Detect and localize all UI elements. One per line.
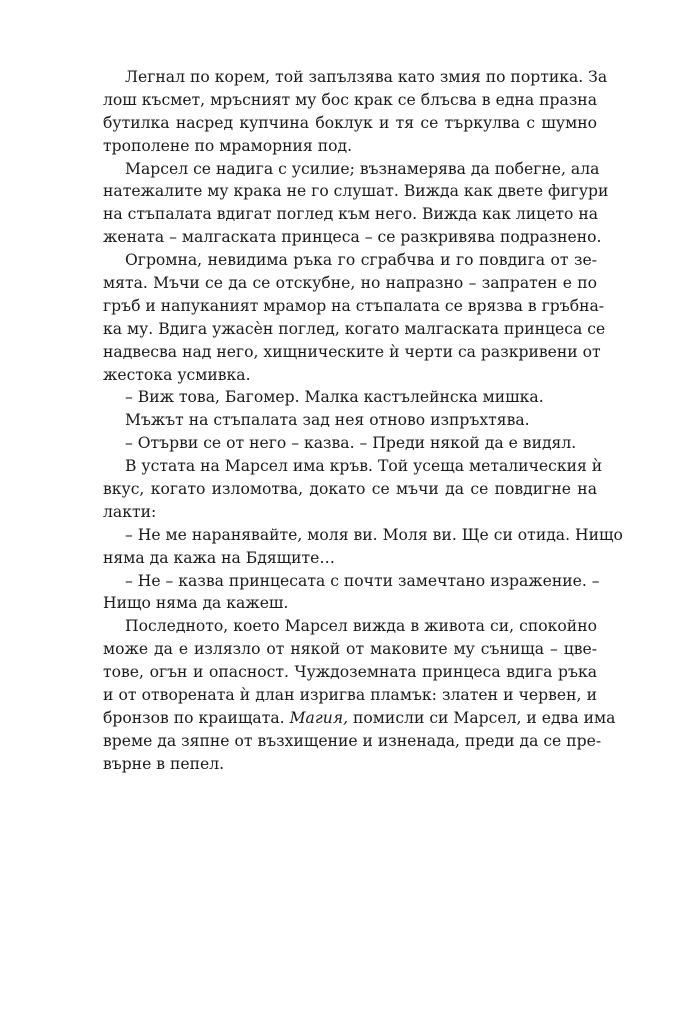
text-line: Легнал по корем, той запълзява като змия по портика. За — [125, 68, 608, 86]
dialogue-line: няма да кажа на Бдящите… — [103, 548, 335, 567]
text-line: Последното, което Марсел вижда в живота си, спокойно — [125, 617, 597, 636]
text-line: жестока усмивка. — [103, 365, 251, 384]
dialogue-line: Нищо няма да кажеш. — [103, 594, 289, 613]
text-line: трополене по мраморния под. — [103, 136, 353, 155]
text-line: вкус, когато изломотва, докато се мъчи да се повдигне на — [103, 480, 597, 499]
text-line: Огромна, невидима ръка го сграбчва и го повдига от зе- — [125, 251, 597, 270]
text-line: върне в пепел. — [103, 754, 225, 773]
text-line: надвесва над него, хищническите ѝ черти са разкривени от — [103, 342, 601, 361]
text-line: ка му. Вдига ужасѐн поглед, когато малгаската принцеса се — [103, 319, 606, 338]
italic-word: Магия, — [289, 708, 349, 727]
dialogue-line: – Виж това, Багомер. Малка кастълейнска мишка. — [125, 388, 544, 407]
text-line: жената – малгаската принцеса – се разкривява подразнено. — [103, 228, 602, 247]
dialogue-line: – Не – казва принцесата с почти замечтано изражение. – — [125, 571, 600, 590]
body-text — [103, 66, 623, 776]
text-line: Марсел се надига с усилие; възнамерява да побегне, ала — [125, 159, 600, 178]
text-line: може да е излязло от някой от маковите му сънища – цве- — [103, 640, 597, 659]
text-line: бутилка насред купчина боклук и тя се търкулва с шумно — [103, 113, 597, 132]
text-line: гръб и напуканият мрамор на стъпалата се врязва в гръбна- — [103, 296, 605, 315]
text-line: В устата на Марсел има кръв. Той усеща металическия ѝ — [125, 457, 603, 476]
text-fragment: бронзов по краищата. — [103, 708, 290, 727]
text-line: натежалите му крака не го слушат. Вижда как двете фигури — [103, 182, 609, 201]
text-line: лош късмет, мръсният му бос крак се блъсва в една празна — [103, 90, 597, 109]
text-line: лакти: — [103, 502, 157, 521]
text-line: мята. Мъчи се да се отскубне, но напразно – запратен е по — [103, 274, 597, 293]
text-line: тове, огън и опасност. Чуждоземната принцеса вдига ръка — [103, 663, 597, 682]
text-line-mixed — [103, 707, 616, 730]
text-line: Мъжът на стъпалата зад нея отново изпръхтява. — [125, 411, 530, 430]
text-line: на стъпалата вдигат поглед към него. Вижда как лицето на — [103, 205, 599, 224]
text-line: време да зяпне от възхищение и изненада, преди да се пре- — [103, 731, 602, 750]
text-fragment: помисли си Марсел, и едва има — [348, 708, 616, 727]
text-line: и от отворената ѝ длан изригва пламък: златен и червен, и — [103, 686, 597, 705]
dialogue-line: – Отърви се от него – казва. – Преди някой да е видял. — [125, 434, 577, 453]
dialogue-line: – Не ме наранявайте, моля ви. Моля ви. Ще си отида. Нищо — [125, 525, 623, 544]
